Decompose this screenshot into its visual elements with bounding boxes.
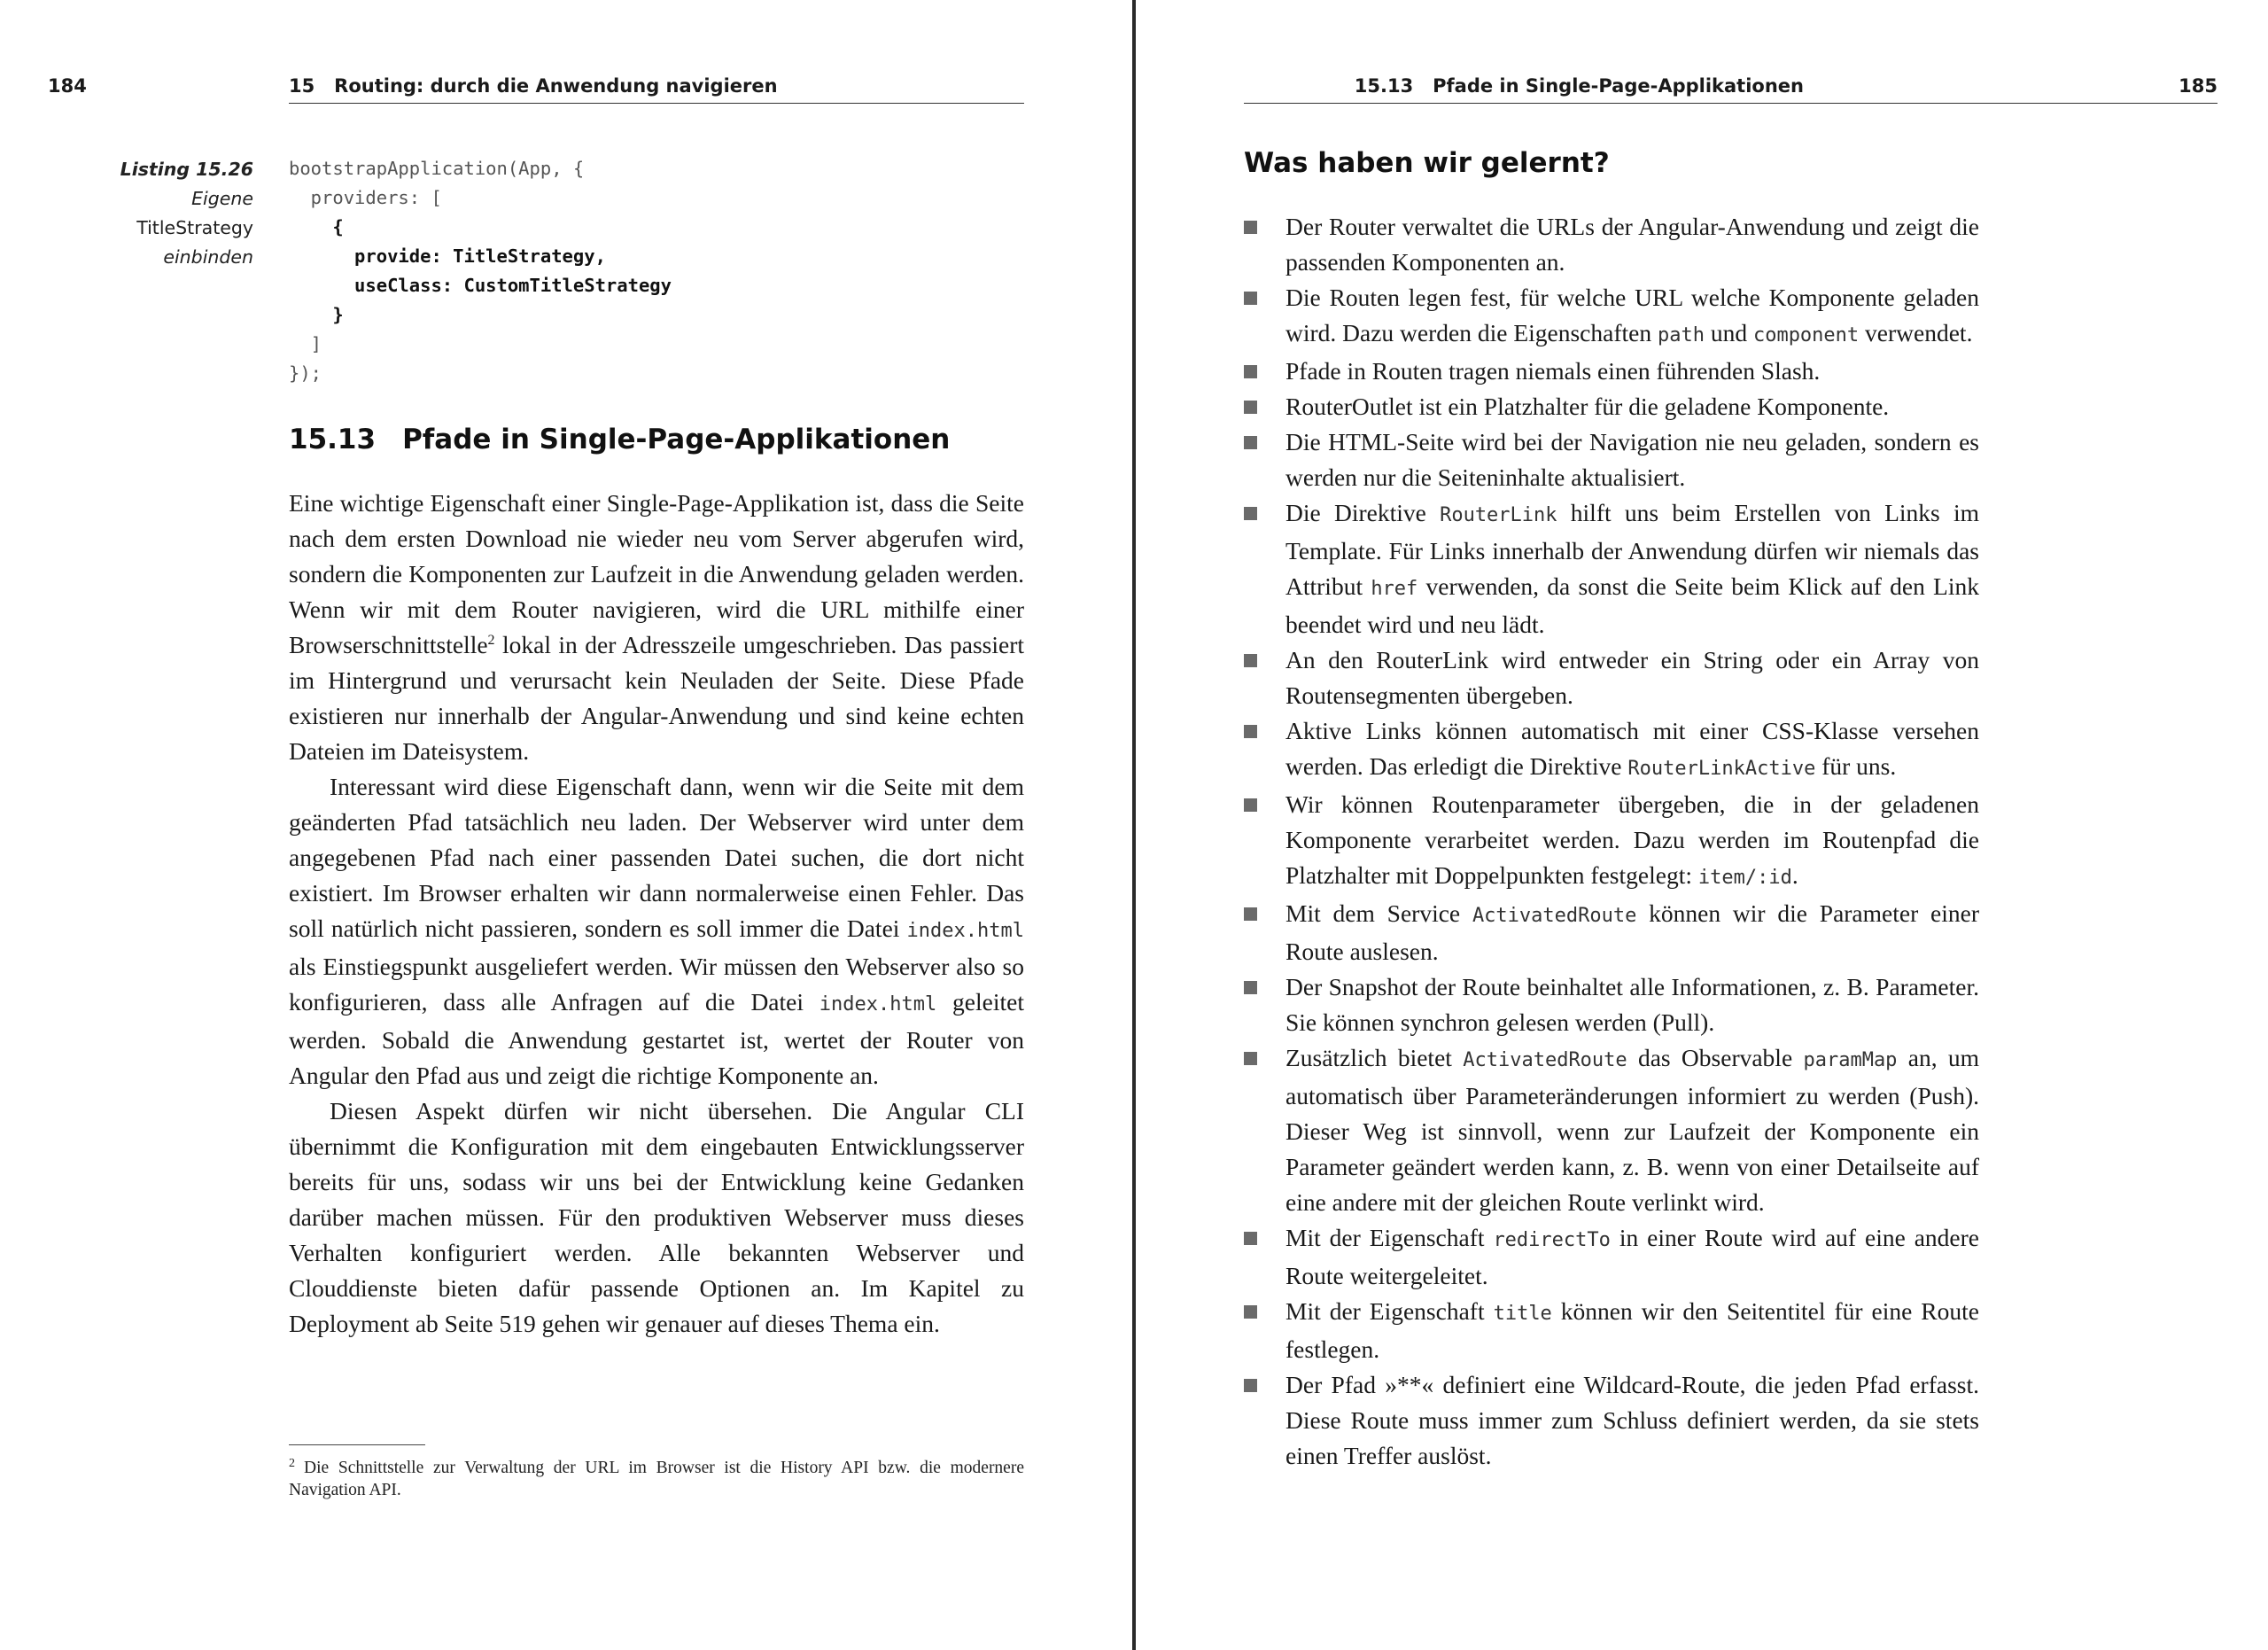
summary-heading: Was haben wir gelernt? [1244,147,1610,179]
code-line: bootstrapApplication(App, { [289,158,585,179]
bullet-item [1244,1220,1979,1294]
inline-code: index.html [819,993,937,1016]
listing-caption-italic: Eigene [191,188,253,209]
bullet-square-icon [1244,1232,1257,1245]
section-heading [289,424,950,455]
bullet-item [1244,1294,1979,1367]
text-run: geleitet werden. Sobald die Anwendung gestartet ist, wertet der Router von Angular den Pfad aus und zeigt die richtige Komponente an. [289,988,1024,1089]
inline-code: ActivatedRoute [1472,905,1637,927]
bullet-square-icon [1244,981,1257,994]
paragraph [289,486,1024,769]
listing-number: Listing 15.26 [120,159,253,180]
code-line: { [289,216,344,237]
inline-code: paramMap [1803,1049,1898,1071]
footnote-ref[interactable]: 2 [487,632,495,648]
text-run: Die HTML-Seite wird bei der Navigation nie neu geladen, sondern es werden nur die Seiteninhalte aktualisiert. [1285,428,1979,491]
bullet-item [1244,495,1979,642]
section-number: 15.13 [289,424,377,455]
text-run: Mit der Eigenschaft [1285,1224,1494,1251]
bullet-square-icon [1244,401,1257,414]
text-run: . [1791,861,1798,889]
bullet-item [1244,209,1979,280]
code-line: providers: [ [289,187,442,208]
bullet-square-icon [1244,292,1257,305]
header-rule [1244,103,2218,104]
page-number: 185 [2179,75,2218,97]
text-run: und [1704,319,1753,346]
body-text [289,486,1024,1342]
bullet-square-icon [1244,654,1257,667]
header-rule [289,103,1024,104]
code-line: } [289,304,344,325]
footnote: 2 Die Schnittstelle zur Verwaltung der URL im Browser ist die History API bzw. die modernere Navigation API. [289,1456,1024,1499]
text-run: Der Snapshot der Route beinhaltet alle Informationen, z. B. Parameter. Sie können synchron gelesen werden (Pull). [1285,973,1979,1036]
code-line: useClass: CustomTitleStrategy [289,275,672,296]
section-title: Pfade in Single-Page-Applikationen [402,424,951,455]
text-run: RouterOutlet ist ein Platzhalter für die geladene Komponente. [1285,393,1890,420]
inline-code: index.html [906,920,1024,942]
bullet-item [1244,1040,1979,1220]
text-run: können wir die Parameter einer Route auslesen. [1285,899,1979,965]
bullet-item [1244,389,1979,424]
text-run: Pfade in Routen tragen niemals einen führenden Slash. [1285,357,1821,385]
listing-caption-line1 [76,184,253,243]
text-run: Der Pfad »**« definiert eine Wildcard-Route, die jeden Pfad erfasst. Diese Route muss immer zum Schluss definiert werden, da sie stets einen Treffer auslöst. [1285,1371,1979,1469]
code-line: ] [289,333,322,354]
inline-code: href [1371,578,1418,600]
text-run: verwenden, da sonst die Seite beim Klick auf den Link beendet wird und neu lädt. [1285,572,1979,638]
text-run: Wir können Routenparameter übergeben, die in der geladenen Komponente verarbeitet werden. Dazu werden im Routenpfad die Platzhalter mit Doppelpunkten festgelegt: [1285,790,1979,889]
text-run: Die Routen legen fest, für welche URL welche Komponente geladen wird. Dazu werden die Eigenschaften [1285,284,1979,346]
inline-code: RouterLinkActive [1627,758,1816,780]
footnote-text: Die Schnittstelle zur Verwaltung der URL im Browser ist die History API bzw. die modernere Navigation API. [289,1459,1024,1499]
running-head: 15 Routing: durch die Anwendung navigieren [289,75,778,97]
text-run: Interessant wird diese Eigenschaft dann, wenn wir die Seite mit dem geänderten Pfad tatsächlich neu laden. Der Webserver wird unter dem angegebenen Pfad nach einer passenden Datei suchen, die dort nicht existiert. Im Browser erhalten wir dann normalerweise einen Fehler. Das soll natürlich nicht passieren, sondern es soll immer die Datei [289,773,1024,942]
text-run: Eine wichtige Eigenschaft einer Single-Page-Applikation ist, dass die Seite nach dem ersten Download nie wieder neu vom Server abgerufen wird, sondern die Komponenten zur Laufzeit in die Anwendung geladen werden. Wenn wir mit dem Router navigieren, wird die URL mithilfe einer Browserschnittstelle [289,489,1024,658]
running-head: 15.13 Pfade in Single-Page-Applikationen [1354,75,1804,97]
bullet-square-icon [1244,1305,1257,1319]
text-run: können wir den Seitentitel für eine Route festlegen. [1285,1297,1979,1363]
bullet-item [1244,280,1979,354]
bullet-square-icon [1244,365,1257,378]
paragraph [289,769,1024,1094]
text-run: Die Direktive [1285,499,1441,526]
text-run: das Observable [1627,1044,1804,1071]
bullet-square-icon [1244,436,1257,449]
listing-caption-rest: TitleStrategy [136,217,253,238]
text-run: in einer Route wird auf eine andere Route weitergeleitet. [1285,1224,1980,1289]
inline-code: RouterLink [1440,504,1557,526]
listing-caption [76,155,253,272]
inline-code: redirectTo [1493,1229,1611,1251]
bullet-item [1244,713,1979,787]
bullet-square-icon [1244,221,1257,234]
text-run: Mit dem Service [1285,899,1472,927]
inline-code: item/:id [1697,867,1792,889]
bullet-item [1244,787,1979,896]
bullet-square-icon [1244,1379,1257,1392]
bullet-item [1244,1367,1979,1474]
bullet-square-icon [1244,1052,1257,1065]
bullet-item [1244,896,1979,969]
paragraph: Diesen Aspekt dürfen wir nicht übersehen. Die Angular CLI übernimmt die Konfiguration mit dem eingebauten Entwicklungsserver bereits für uns, sodass wir uns bei der Entwicklung keine Gedanken darüber machen müssen. Für den produktiven Webserver muss dieses Verhalten konfiguriert werden. Alle bekannten Webserver und Clouddienste bieten dafür passende Optionen an. Im Kapitel zu Deployment ab Seite 519 gehen wir genauer auf dieses Thema ein. [289,1097,1024,1337]
inline-code: component [1752,324,1860,346]
bullet-square-icon [1244,725,1257,738]
left-page [0,0,1132,1650]
text-run: lokal in der Adresszeile umgeschrieben. Das passiert im Hintergrund und verursacht kein Neuladen der Seite. Diese Pfade existieren nur innerhalb der Angular-Anwendung und sind keine echten Dateien im Dateisystem. [289,631,1024,765]
text-run: Aktive Links können automatisch mit einer CSS-Klasse versehen werden. Das erledigt die Direktive [1285,717,1979,780]
text-run: Der Router verwaltet die URLs der Angular-Anwendung und zeigt die passenden Komponenten an. [1285,213,1979,276]
summary-list [1244,209,1979,1474]
text-run: An den RouterLink wird entweder ein String oder ein Array von Routensegmenten übergeben. [1285,646,1979,709]
text-run: verwendet. [1859,319,1973,346]
bullet-item [1244,354,1979,389]
inline-code: ActivatedRoute [1463,1049,1627,1071]
code-listing [289,154,672,388]
code-line: }); [289,362,322,384]
text-run: Zusätzlich bietet [1285,1044,1464,1071]
code-line: provide: TitleStrategy, [289,245,606,267]
text-run: als Einstiegspunkt ausgeliefert werden. Wir müssen den Webserver also so konfigurieren, dass alle Anfragen auf die Datei [289,953,1024,1016]
text-run: Mit der Eigenschaft [1285,1297,1494,1325]
listing-caption-line2: einbinden [163,246,253,268]
bullet-item [1244,424,1979,495]
bullet-item [1244,969,1979,1040]
text-run: für uns. [1815,752,1897,780]
inline-code: path [1657,324,1705,346]
bullet-square-icon [1244,907,1257,921]
text-run: an, um automatisch über Parameteränderungen informiert zu werden (Push). Dieser Weg ist sinnvoll, wenn zur Laufzeit der Komponente ein Parameter geändert werden kann, z. B. wenn von einer Detailseite auf eine andere mit der gleichen Route verlinkt wird. [1285,1044,1980,1216]
bullet-square-icon [1244,798,1257,812]
inline-code: title [1493,1303,1552,1325]
bullet-square-icon [1244,507,1257,520]
footnote-rule [289,1444,425,1445]
page-number: 184 [48,75,87,97]
text-run: hilft uns beim Erstellen von Links im Template. Für Links innerhalb der Anwendung dürfen wir niemals das Attribut [1285,499,1979,600]
bullet-item [1244,642,1979,713]
